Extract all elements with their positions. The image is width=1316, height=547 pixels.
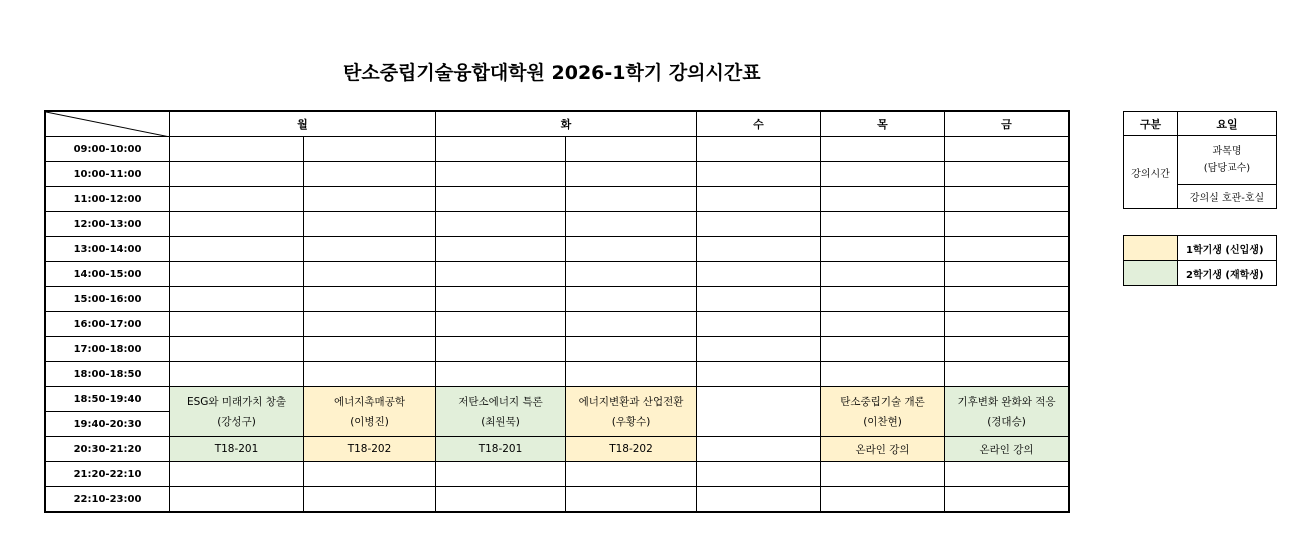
empty-cell xyxy=(304,487,436,512)
table-row xyxy=(46,487,1069,512)
table-row xyxy=(46,387,1069,412)
empty-cell xyxy=(566,262,697,287)
empty-cell xyxy=(697,137,821,162)
color-swatch-first-semester xyxy=(1124,236,1178,261)
empty-cell xyxy=(436,287,566,312)
corner-diagonal-cell xyxy=(46,112,170,137)
time-slot: 12:00-13:00 xyxy=(46,212,170,237)
empty-cell xyxy=(170,162,304,187)
empty-cell xyxy=(304,262,436,287)
table-row xyxy=(46,212,1069,237)
time-slot: 11:00-12:00 xyxy=(46,187,170,212)
legend-row-label: 강의시간 xyxy=(1124,136,1178,209)
empty-cell xyxy=(436,212,566,237)
time-slot: 14:00-15:00 xyxy=(46,262,170,287)
color-key-second-semester: 2학기생 (재학생) xyxy=(1178,261,1277,286)
time-slot: 22:10-23:00 xyxy=(46,487,170,512)
empty-cell xyxy=(697,337,821,362)
empty-cell xyxy=(566,462,697,487)
empty-cell xyxy=(436,262,566,287)
empty-cell xyxy=(945,312,1069,337)
empty-cell xyxy=(821,362,945,387)
empty-cell xyxy=(566,287,697,312)
time-slot: 21:20-22:10 xyxy=(46,462,170,487)
empty-cell xyxy=(821,262,945,287)
empty-cell xyxy=(697,187,821,212)
empty-cell xyxy=(697,462,821,487)
course-professor: (이병진) xyxy=(350,415,389,428)
course-name: 탄소중립기술 개론 xyxy=(840,395,925,408)
empty-cell xyxy=(821,462,945,487)
empty-cell xyxy=(821,187,945,212)
time-slot: 20:30-21:20 xyxy=(46,437,170,462)
time-slot: 18:50-19:40 xyxy=(46,387,170,412)
table-row xyxy=(46,462,1069,487)
page-title: 탄소중립기술융합대학원 2026-1학기 강의시간표 xyxy=(343,62,761,84)
course-cell xyxy=(566,387,697,437)
day-header-thu: 목 xyxy=(821,112,945,137)
empty-cell xyxy=(170,362,304,387)
empty-cell xyxy=(821,237,945,262)
course-professor: (우황수) xyxy=(611,415,651,428)
empty-cell xyxy=(566,137,697,162)
empty-cell xyxy=(170,262,304,287)
course-room: 온라인 강의 xyxy=(945,437,1069,462)
empty-cell xyxy=(821,312,945,337)
empty-cell xyxy=(945,137,1069,162)
empty-cell xyxy=(170,187,304,212)
empty-cell xyxy=(821,487,945,512)
course-professor: (경대승) xyxy=(987,415,1026,428)
empty-cell xyxy=(945,362,1069,387)
day-header-wed: 수 xyxy=(697,112,821,137)
course-room: T18-202 xyxy=(304,437,436,462)
table-row xyxy=(46,162,1069,187)
empty-cell xyxy=(304,462,436,487)
empty-cell xyxy=(945,287,1069,312)
empty-cell xyxy=(566,162,697,187)
table-row xyxy=(46,187,1069,212)
table-row xyxy=(46,312,1069,337)
table-row xyxy=(46,137,1069,162)
empty-cell xyxy=(697,387,821,437)
empty-cell xyxy=(945,487,1069,512)
empty-cell xyxy=(170,337,304,362)
course-professor: (이찬현) xyxy=(863,415,902,428)
empty-cell xyxy=(436,337,566,362)
time-slot: 15:00-16:00 xyxy=(46,287,170,312)
empty-cell xyxy=(170,237,304,262)
empty-cell xyxy=(697,212,821,237)
empty-cell xyxy=(697,362,821,387)
time-slot: 19:40-20:30 xyxy=(46,412,170,437)
empty-cell xyxy=(697,312,821,337)
empty-cell xyxy=(697,287,821,312)
legend-course-cell xyxy=(1178,136,1277,185)
table-row xyxy=(46,362,1069,387)
empty-cell xyxy=(304,187,436,212)
table-row xyxy=(46,287,1069,312)
empty-cell xyxy=(304,362,436,387)
time-slot: 18:00-18:50 xyxy=(46,362,170,387)
empty-cell xyxy=(566,312,697,337)
empty-cell xyxy=(566,212,697,237)
empty-cell xyxy=(304,137,436,162)
course-name: 에너지촉매공학 xyxy=(333,395,405,408)
legend-header-division: 구분 xyxy=(1124,112,1178,136)
table-row xyxy=(46,437,1069,462)
color-key-table xyxy=(1123,235,1277,286)
empty-cell xyxy=(821,162,945,187)
time-slot: 13:00-14:00 xyxy=(46,237,170,262)
empty-cell xyxy=(436,237,566,262)
course-room: T18-201 xyxy=(170,437,304,462)
color-key-first-semester: 1학기생 (신입생) xyxy=(1178,236,1277,261)
course-cell xyxy=(945,387,1069,437)
empty-cell xyxy=(566,337,697,362)
empty-cell xyxy=(304,312,436,337)
empty-cell xyxy=(436,462,566,487)
empty-cell xyxy=(821,287,945,312)
empty-cell xyxy=(697,162,821,187)
empty-cell xyxy=(697,437,821,462)
empty-cell xyxy=(436,137,566,162)
legend-header-day: 요일 xyxy=(1178,112,1277,136)
empty-cell xyxy=(304,237,436,262)
empty-cell xyxy=(566,187,697,212)
color-swatch-second-semester xyxy=(1124,261,1178,286)
timetable xyxy=(45,111,1069,512)
table-row xyxy=(46,337,1069,362)
course-room: T18-201 xyxy=(436,437,566,462)
empty-cell xyxy=(304,337,436,362)
empty-cell xyxy=(170,287,304,312)
empty-cell xyxy=(170,137,304,162)
course-cell xyxy=(170,387,304,437)
legend-room-label: 강의실 호관-호실 xyxy=(1178,185,1277,209)
time-slot: 09:00-10:00 xyxy=(46,137,170,162)
empty-cell xyxy=(945,262,1069,287)
empty-cell xyxy=(697,262,821,287)
empty-cell xyxy=(821,212,945,237)
empty-cell xyxy=(304,212,436,237)
empty-cell xyxy=(436,187,566,212)
course-professor: (최원묵) xyxy=(481,415,520,428)
course-room: T18-202 xyxy=(566,437,697,462)
empty-cell xyxy=(945,462,1069,487)
course-cell xyxy=(821,387,945,437)
course-cell xyxy=(304,387,436,437)
course-name: ESG와 미래가치 창출 xyxy=(186,395,287,408)
day-header-fri: 금 xyxy=(945,112,1069,137)
empty-cell xyxy=(436,312,566,337)
empty-cell xyxy=(821,337,945,362)
empty-cell xyxy=(945,162,1069,187)
empty-cell xyxy=(945,212,1069,237)
empty-cell xyxy=(436,362,566,387)
empty-cell xyxy=(697,237,821,262)
empty-cell xyxy=(304,162,436,187)
legend-table xyxy=(1123,111,1277,209)
empty-cell xyxy=(566,362,697,387)
legend-course-name: 과목명 xyxy=(1212,146,1242,157)
empty-cell xyxy=(945,187,1069,212)
empty-cell xyxy=(945,237,1069,262)
empty-cell xyxy=(436,487,566,512)
time-slot: 10:00-11:00 xyxy=(46,162,170,187)
empty-cell xyxy=(170,212,304,237)
course-cell xyxy=(436,387,566,437)
legend-course-professor: (담당교수) xyxy=(1203,163,1251,174)
empty-cell xyxy=(436,162,566,187)
time-slot: 16:00-17:00 xyxy=(46,312,170,337)
empty-cell xyxy=(170,487,304,512)
empty-cell xyxy=(566,237,697,262)
day-header-tue: 화 xyxy=(436,112,697,137)
empty-cell xyxy=(170,462,304,487)
course-professor: (강성구) xyxy=(217,415,256,428)
course-name: 저탄소에너지 특론 xyxy=(458,395,543,408)
empty-cell xyxy=(697,487,821,512)
empty-cell xyxy=(566,487,697,512)
time-slot: 17:00-18:00 xyxy=(46,337,170,362)
empty-cell xyxy=(304,287,436,312)
empty-cell xyxy=(821,137,945,162)
table-row xyxy=(46,262,1069,287)
table-row xyxy=(46,237,1069,262)
empty-cell xyxy=(945,337,1069,362)
course-room: 온라인 강의 xyxy=(821,437,945,462)
course-name: 기후변화 완화와 적응 xyxy=(957,395,1056,408)
course-name: 에너지변환과 산업전환 xyxy=(578,395,684,408)
empty-cell xyxy=(170,312,304,337)
day-header-mon: 월 xyxy=(170,112,436,137)
